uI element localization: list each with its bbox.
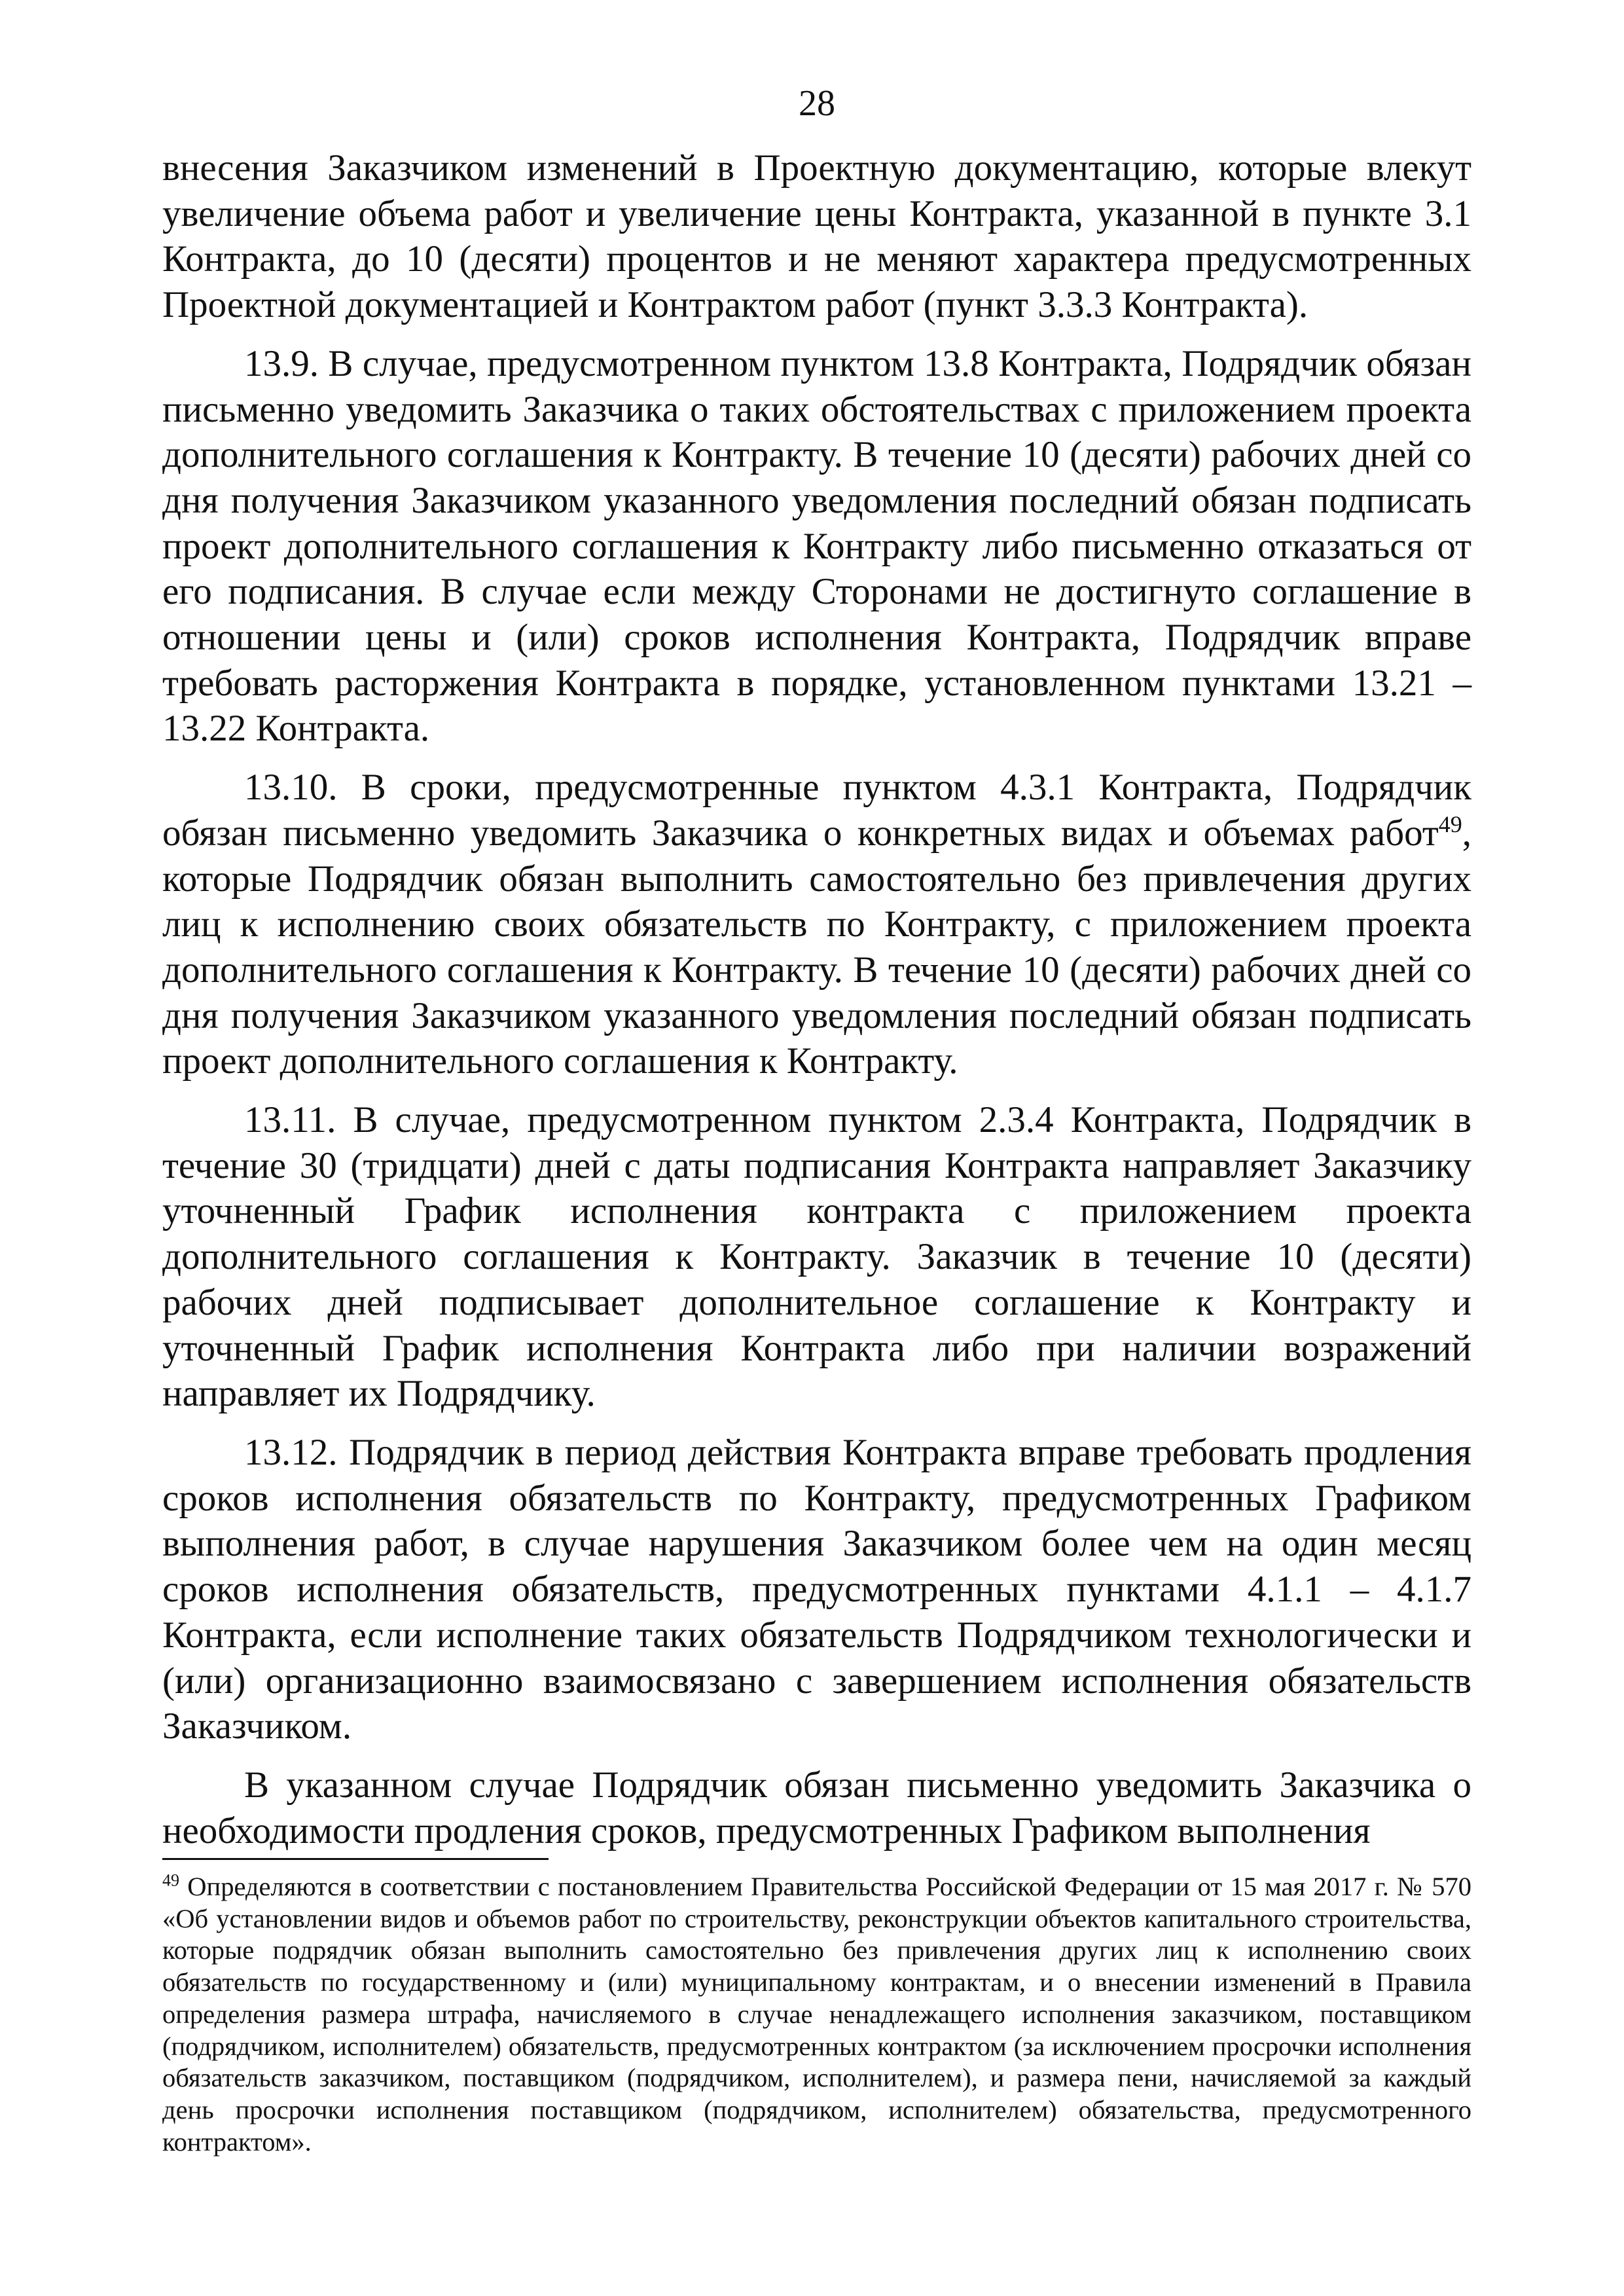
- footnote-divider: [162, 1858, 549, 1860]
- footnote-mark: 49: [162, 1870, 179, 1890]
- paragraph-13-9: 13.9. В случае, предусмотренном пунктом 13.8 Контракта, Подрядчик обязан письменно уведомить Заказчика о таких обстоятельствах с приложением проекта дополнительного соглашения к Контракту. В течение 10 (десяти) рабочих дней со дня получения Заказчиком указанного уведомления последний обязан подписать проект дополнительного соглашения к Контракту либо письменно отказаться от его подписания. В случае если между Сторонами не достигнуто соглашение в отношении цены и (или) сроков исполнения Контракта, Подрядчик вправе требовать расторжения Контракта в порядке, установленном пунктами 13.21 – 13.22 Контракта.: [162, 342, 1471, 750]
- paragraph-notice: В указанном случае Подрядчик обязан письменно уведомить Заказчика о необходимости продления сроков, предусмотренных Графиком выполнения: [162, 1764, 1471, 1851]
- paragraph-13-11: 13.11. В случае, предусмотренном пунктом 2.3.4 Контракта, Подрядчик в течение 30 (тридцати) дней с даты подписания Контракта направляет Заказчику уточненный График исполнения контракта с приложением проекта дополнительного соглашения к Контракту. Заказчик в течение 10 (десяти) рабочих дней подписывает дополнительное соглашение к Контракту и уточненный График исполнения Контракта либо при наличии возражений направляет их Подрядчику.: [162, 1099, 1471, 1415]
- paragraph-13-10: [162, 765, 1471, 1084]
- body-text: [162, 145, 1471, 1853]
- page-number: 28: [799, 83, 835, 124]
- paragraph-13-10-end: , которые Подрядчик обязан выполнить самостоятельно без привлечения других лиц к исполнению своих обязательств по Контракту, с приложением проекта дополнительного соглашения к Контракту. В течение 10 (десяти) рабочих дней со дня получения Заказчиком указанного уведомления последний обязан подписать проект дополнительного соглашения к Контракту.: [162, 812, 1471, 1082]
- footnote-reference[interactable]: 49: [1438, 811, 1462, 837]
- document-page: [162, 0, 1471, 2296]
- paragraph-continuation: внесения Заказчиком изменений в Проектную документацию, которые влекут увеличение объема работ и увеличение цены Контракта, указанной в пункте 3.1 Контракта, до 10 (десяти) процентов и не меняют характера предусмотренных Проектной документацией и Контрактом работ (пункт 3.3.3 Контракта).: [162, 147, 1471, 326]
- footnote-text: Определяются в соответствии с постановлением Правительства Российской Федерации от 15 мая 2017 г. № 570 «Об установлении видов и объемов работ по строительству, реконструкции объектов капитального строительства, которые подрядчик обязан выполнить самостоятельно без привлечения других лиц к исполнению своих обязательств по государственному и (или) муниципальному контрактам, и о внесении изменений в Правила определения размера штрафа, начисляемого в случае ненадлежащего исполнения заказчиком, поставщиком (подрядчиком, исполнителем) обязательств, предусмотренных контрактом (за исключением просрочки исполнения обязательств заказчиком, поставщиком (подрядчиком, исполнителем), и размера пени, начисляемой за каждый день просрочки исполнения поставщиком (подрядчиком, исполнителем) обязательства, предусмотренного контрактом».: [162, 1872, 1471, 2157]
- paragraph-13-12: 13.12. Подрядчик в период действия Контракта вправе требовать продления сроков исполнения обязательств по Контракту, предусмотренных Графиком выполнения работ, в случае нарушения Заказчиком более чем на один месяц сроков исполнения обязательств, предусмотренных пунктами 4.1.1 – 4.1.7 Контракта, если исполнение таких обязательств Подрядчиком технологически и (или) организационно взаимосвязано с завершением исполнения обязательств Заказчиком.: [162, 1431, 1471, 1747]
- footnote-49: [162, 1871, 1471, 2158]
- paragraph-13-10-start: 13.10. В сроки, предусмотренные пунктом 4.3.1 Контракта, Подрядчик обязан письменно уведомить Заказчика о конкретных видах и объемах работ: [162, 767, 1471, 854]
